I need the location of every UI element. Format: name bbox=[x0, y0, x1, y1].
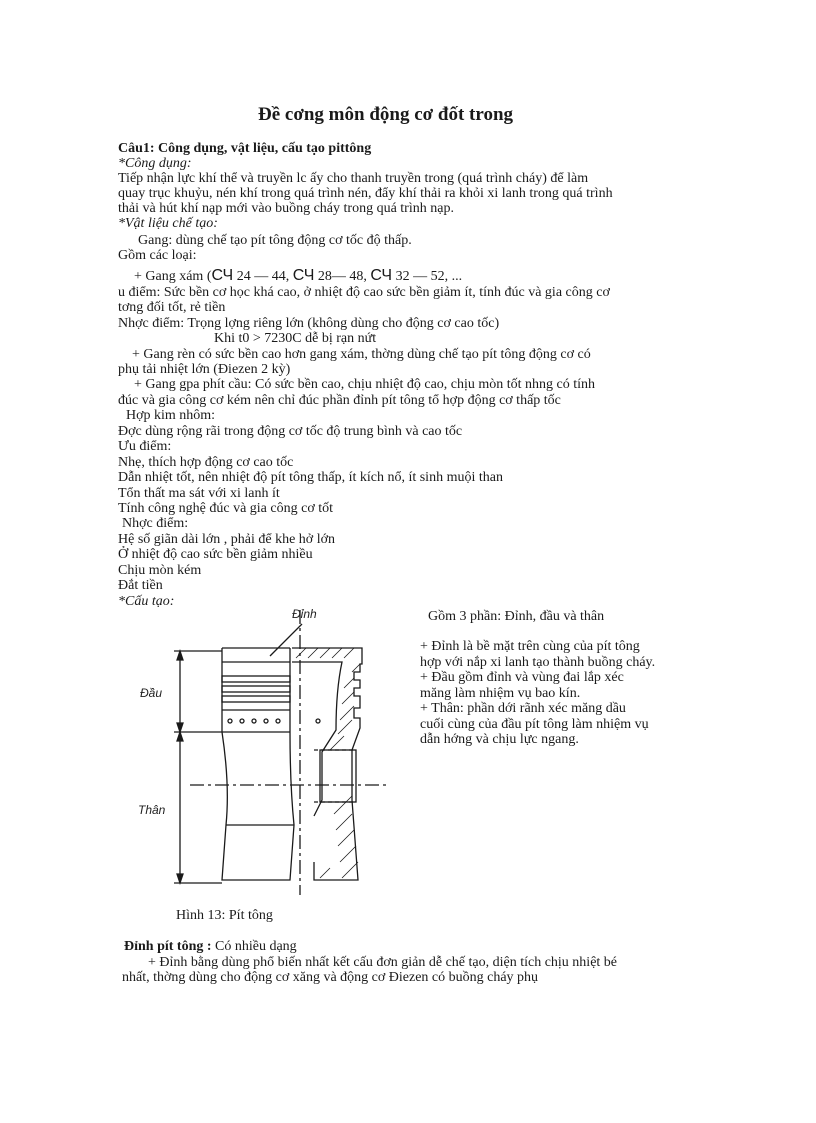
dinh-pit-tong-rest: Có nhiều dạng bbox=[211, 939, 297, 954]
uu-diem-gang-line-2: tơng đối tốt, rẻ tiền bbox=[118, 300, 226, 315]
dinh-bang-line-2: nhất, thờng dùng cho động cơ xăng và động cơ Điezen có buồng cháy phụ bbox=[122, 970, 539, 985]
gang-cau-line-1: + Gang gpa phít cầu: Có sức bền cao, chịu nhiệt độ cao, chịu mòn tốt nhng có tính bbox=[134, 377, 596, 392]
cong-dung-line-2: quay trục khuỷu, nén khí trong quá trình nén, đẩy khí thải ra khỏi xi lanh trong quá trình bbox=[118, 186, 613, 201]
than-line-3: dẫn hớng và chịu lực ngang. bbox=[420, 732, 579, 747]
dau-line-1: + Đầu gồm đỉnh và vùng đai lắp xéc bbox=[420, 670, 624, 685]
dinh-pit-tong-heading bbox=[124, 939, 297, 954]
grade-range-1: 24 — 44, bbox=[236, 269, 290, 284]
than-line-2: cuối cùng của đầu pít tông làm nhiệm vụ bbox=[420, 717, 649, 732]
arrow-top bbox=[177, 651, 183, 660]
dinh-bang-line-1: + Đỉnh bằng dùng phổ biến nhất kết cấu đơn giản dễ chế tạo, diện tích chịu nhiệt bé bbox=[148, 955, 618, 970]
piston-outer-view bbox=[222, 648, 294, 880]
cau-tao-label: *Cấu tạo: bbox=[118, 594, 175, 609]
figure-caption: Hình 13: Pít tông bbox=[176, 908, 273, 923]
hatching bbox=[296, 648, 360, 878]
gang-line: Gang: dùng chế tạo pít tông động cơ tốc độ thấp. bbox=[138, 233, 412, 248]
question-1-heading: Câu1: Công dụng, vật liệu, cấu tạo pittông bbox=[118, 141, 372, 156]
cong-dung-line-1: Tiếp nhận lực khí thể và truyền lc ấy cho thanh truyền trong (quá trình cháy) để làm bbox=[118, 171, 589, 186]
dinh-pit-tong-bold: Đỉnh pít tông : bbox=[124, 939, 212, 954]
uu-diem-gang-line-1: u điểm: Sức bền cơ học khá cao, ở nhiệt độ cao sức bền giảm ít, tính đúc và gia công cơ bbox=[118, 285, 610, 300]
dinh-line-1: + Đỉnh là bề mặt trên cùng của pít tông bbox=[420, 639, 640, 654]
gang-xam-line bbox=[134, 268, 462, 284]
hop-kim-nhom: Hợp kim nhôm: bbox=[126, 408, 216, 423]
label-dinh: Đỉnh bbox=[292, 607, 317, 621]
arrow-mid-down bbox=[177, 732, 183, 741]
gang-ren-line-2: phụ tải nhiệt lớn (Điezen 2 kỳ) bbox=[118, 362, 291, 377]
uu-diem-item-3: Tổn thất ma sát với xi lanh ít bbox=[118, 486, 280, 501]
label-dau: Đầu bbox=[140, 686, 163, 700]
page-title: Đề cơng môn động cơ đốt trong bbox=[258, 104, 514, 125]
nhuoc-diem-item-3: Chịu mòn kém bbox=[118, 563, 202, 578]
nhuoc-diem-item-2: Ở nhiệt độ cao sức bền giảm nhiều bbox=[118, 547, 313, 562]
uu-diem-item-4: Tính công nghệ đúc và gia công cơ tốt bbox=[118, 501, 334, 516]
grade-code-1: СЧ bbox=[211, 267, 234, 284]
label-than: Thân bbox=[138, 803, 166, 817]
cong-dung-line-3: thải và hút khí nạp mới vào buồng cháy trong quá trình nạp. bbox=[118, 201, 454, 216]
uu-diem-label: Ưu điểm: bbox=[118, 439, 172, 454]
grade-range-2: 28— 48, bbox=[317, 269, 367, 284]
nhuoc-diem-item-1: Hệ số giãn dài lớn , phải để khe hở lớn bbox=[118, 532, 335, 547]
nhuoc-diem-gang-line: Nhợc điểm: Trọng lợng riêng lớn (không dùng cho động cơ cao tốc) bbox=[118, 316, 500, 331]
khi-line: Khi t0 > 7230C dễ bị rạn nứt bbox=[214, 331, 377, 346]
cong-dung-label: *Công dụng: bbox=[118, 156, 192, 171]
than-line-1: + Thân: phần dới rãnh xéc măng dầu bbox=[420, 701, 626, 716]
vat-lieu-label: *Vật liệu chế tạo: bbox=[118, 216, 218, 231]
piston-drawing bbox=[130, 600, 400, 900]
gom-cac-loai: Gồm các loại: bbox=[118, 248, 197, 263]
gang-ren-line-1: + Gang rèn có sức bền cao hơn gang xám, thờng dùng chế tạo pít tông động cơ có bbox=[132, 347, 591, 362]
piston-section-view bbox=[292, 648, 362, 880]
gang-cau-line-2: đúc và gia công cơ kém nên chỉ đúc phần đỉnh pít tông tổ hợp động cơ thấp tốc bbox=[118, 393, 561, 408]
leader-dinh bbox=[270, 624, 302, 656]
gang-xam-prefix: + Gang xám ( bbox=[134, 269, 212, 284]
dau-line-2: măng làm nhiệm vụ bao kín. bbox=[420, 686, 581, 701]
nhuoc-diem-label: Nhợc điểm: bbox=[122, 516, 189, 531]
duoc-dung-line: Đợc dùng rộng rãi trong động cơ tốc độ trung bình và cao tốc bbox=[118, 424, 463, 439]
description-intro: Gồm 3 phần: Đỉnh, đầu và thân bbox=[428, 609, 605, 624]
uu-diem-item-2: Dẫn nhiệt tốt, nên nhiệt độ pít tông thấp, ít kích nổ, ít sinh muội than bbox=[118, 470, 503, 485]
gang-xam-suffix: ... bbox=[451, 269, 463, 284]
dinh-line-2: hợp với nắp xi lanh tạo thành buồng cháy. bbox=[420, 655, 656, 670]
grade-range-3: 32 — 52, bbox=[395, 269, 449, 284]
arrow-bottom bbox=[177, 874, 183, 883]
oil-holes bbox=[228, 719, 320, 723]
uu-diem-item-1: Nhẹ, thích hợp động cơ cao tốc bbox=[118, 455, 294, 470]
grade-code-2: СЧ bbox=[292, 267, 315, 284]
nhuoc-diem-item-4: Đắt tiền bbox=[118, 578, 163, 593]
grade-code-3: СЧ bbox=[370, 267, 393, 284]
